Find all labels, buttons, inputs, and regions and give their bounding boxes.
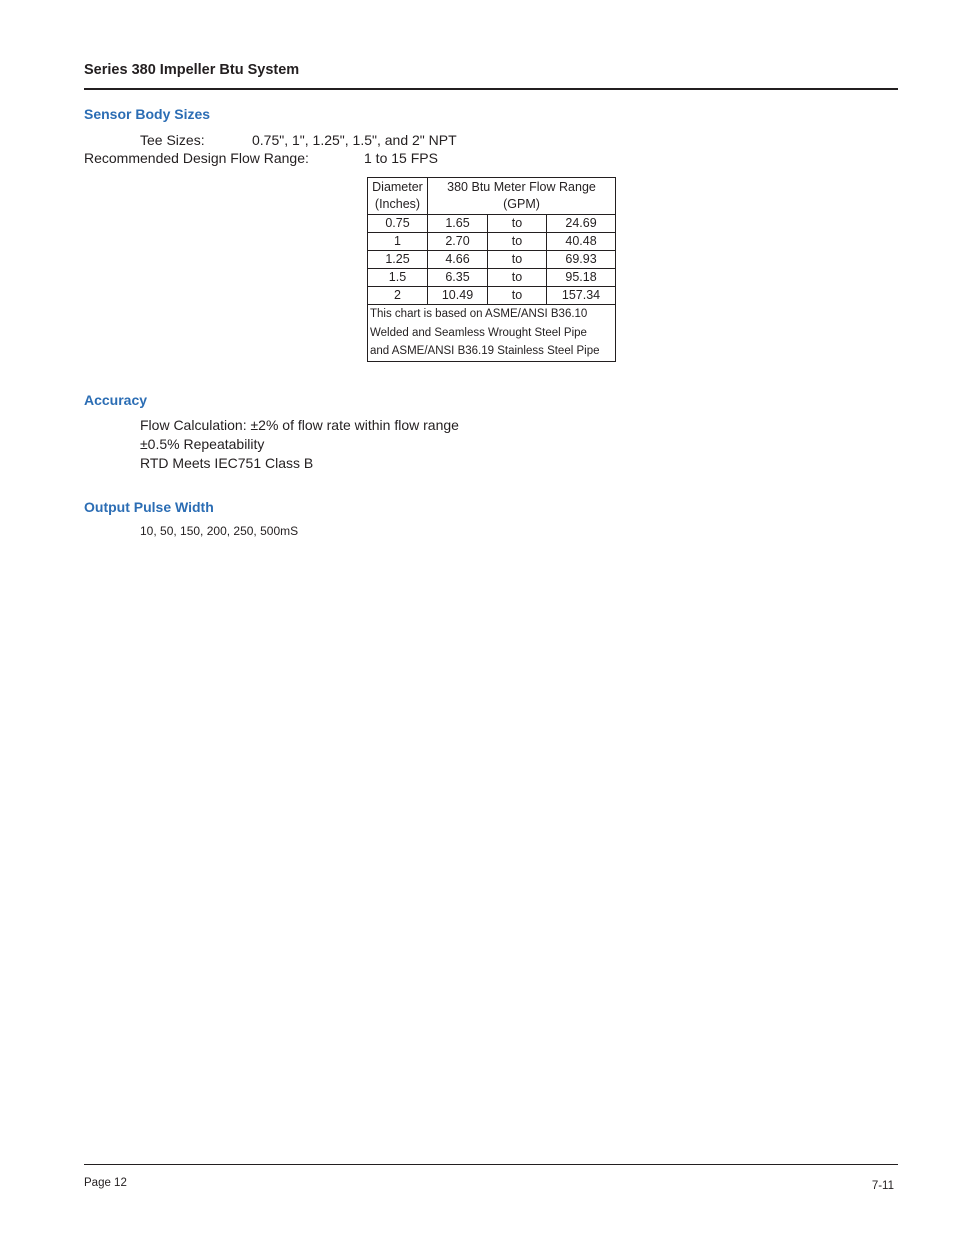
table-note-line: This chart is based on ASME/ANSI B36.10 (370, 308, 588, 320)
diameter-cell: 1.25 (368, 251, 428, 269)
separator-cell: to (488, 251, 547, 269)
tee-sizes-label: Tee Sizes: (140, 132, 205, 148)
max-flow-cell: 69.93 (547, 251, 616, 269)
table-row (368, 269, 616, 287)
max-flow-cell: 95.18 (547, 269, 616, 287)
table-note (368, 305, 616, 362)
diameter-header (368, 178, 428, 215)
table-row (368, 287, 616, 305)
table-note-line: Welded and Seamless Wrought Steel Pipe (370, 326, 587, 339)
table-row (368, 251, 616, 269)
flow-range-value: 1 to 15 FPS (364, 150, 438, 166)
min-flow-cell: 2.70 (428, 233, 488, 251)
table-row (368, 215, 616, 233)
diameter-cell: 1 (368, 233, 428, 251)
diameter-cell: 1.5 (368, 269, 428, 287)
separator-cell: to (488, 269, 547, 287)
table-note-line: and ASME/ANSI B36.19 Stainless Steel Pipe (370, 345, 600, 357)
min-flow-cell: 10.49 (428, 287, 488, 305)
flow-range-header-text: 380 Btu Meter Flow Range (GPM) (447, 180, 596, 211)
min-flow-cell: 6.35 (428, 269, 488, 287)
section-title-sensor-body-sizes: Sensor Body Sizes (84, 106, 211, 122)
output-pulse-width-values: 10, 50, 150, 200, 250, 500mS (140, 524, 299, 538)
separator-cell: to (488, 215, 547, 233)
separator-cell: to (488, 287, 547, 305)
max-flow-cell: 157.34 (547, 287, 616, 305)
min-flow-cell: 1.65 (428, 215, 488, 233)
page-header-title: Series 380 Impeller Btu System (84, 62, 300, 78)
tee-sizes-value: 0.75", 1", 1.25", 1.5", and 2" NPT (252, 132, 457, 148)
flow-range-header (428, 178, 616, 215)
header-divider (84, 88, 898, 90)
footer-divider (84, 1164, 898, 1165)
diameter-header-text: Diameter (Inches) (372, 180, 423, 211)
separator-cell: to (488, 233, 547, 251)
table-note-row (368, 305, 616, 362)
min-flow-cell: 4.66 (428, 251, 488, 269)
max-flow-cell: 40.48 (547, 233, 616, 251)
table-row (368, 233, 616, 251)
flow-range-label: Recommended Design Flow Range: (84, 150, 309, 166)
document-number: 7-11 (871, 1180, 894, 1192)
section-title-accuracy: Accuracy (84, 392, 148, 408)
accuracy-line-flow-calculation: Flow Calculation: ±2% of flow rate within flow range (140, 417, 459, 433)
section-title-output-pulse-width: Output Pulse Width (84, 499, 214, 515)
accuracy-line-repeatability: ±0.5% Repeatability (140, 436, 265, 452)
max-flow-cell: 24.69 (547, 215, 616, 233)
diameter-cell: 2 (368, 287, 428, 305)
accuracy-line-rtd: RTD Meets IEC751 Class B (140, 455, 314, 471)
flow-range-table (367, 177, 616, 362)
diameter-cell: 0.75 (368, 215, 428, 233)
page-number: Page 12 (84, 1177, 127, 1189)
table-header-row (368, 178, 616, 215)
